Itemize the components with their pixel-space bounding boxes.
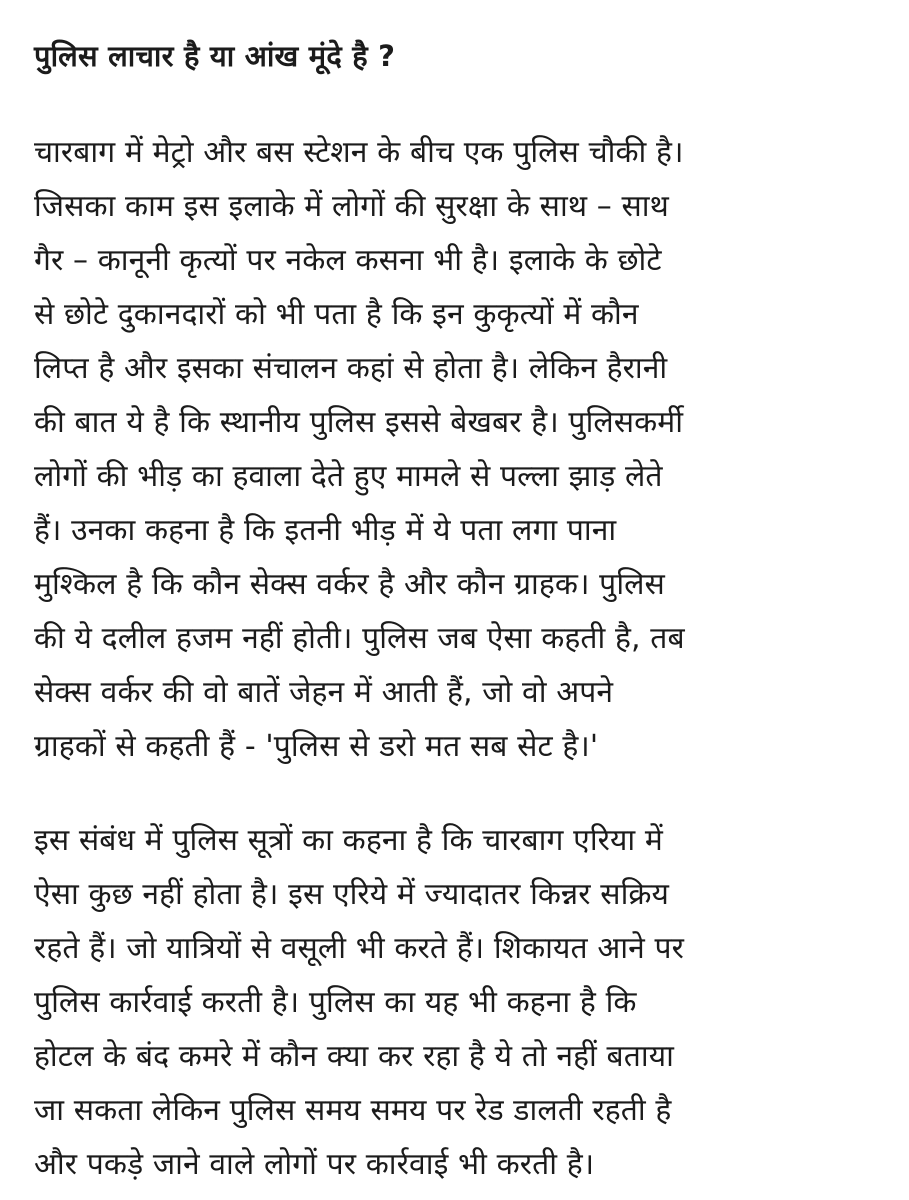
text-line: लोगों की भीड़ का हवाला देते हुए मामले से पल्ला झाड़ लेते	[34, 459, 663, 494]
text-line: ग्राहकों से कहती हैं - 'पुलिस से डरो मत सब सेट है।'	[34, 729, 599, 764]
text-line: की ये दलील हजम नहीं होती। पुलिस जब ऐसा कहती है, तब	[34, 621, 685, 656]
text-line: होटल के बंद कमरे में कौन क्या कर रहा है ये तो नहीं बताया	[34, 1039, 674, 1074]
text-line: मुश्किल है कि कौन सेक्स वर्कर है और कौन ग्राहक। पुलिस	[34, 567, 665, 602]
text-line: सेक्स वर्कर की वो बातें जेहन में आती हैं, जो वो अपने	[34, 675, 614, 710]
text-line: चारबाग में मेट्रो और बस स्टेशन के बीच एक पुलिस चौकी है।	[34, 135, 684, 170]
text-line: की बात ये है कि स्थानीय पुलिस इससे बेखबर है। पुलिसकर्मी	[34, 405, 684, 440]
text-line: और पकड़े जाने वाले लोगों पर कार्रवाई भी करती है।	[34, 1147, 595, 1182]
text-line: जा सकता लेकिन पुलिस समय समय पर रेड डालती रहती है	[34, 1093, 672, 1128]
text-line: ऐसा कुछ नहीं होता है। इस एरिये में ज्यादातर किन्नर सक्रिय	[34, 877, 670, 912]
text-line: हैं। उनका कहना है कि इतनी भीड़ में ये पता लगा पाना	[34, 513, 617, 548]
paragraph-2	[34, 814, 684, 1192]
article-title: पुलिस लाचार है या आंख मूंदे है ?	[34, 39, 396, 73]
text-line: इस संबंध में पुलिस सूत्रों का कहना है कि चारबाग एरिया में	[34, 823, 663, 858]
text-line: रहते हैं। जो यात्रियों से वसूली भी करते हैं। शिकायत आने पर	[34, 931, 685, 966]
text-line: लिप्त है और इसका संचालन कहां से होता है। लेकिन हैरानी	[34, 351, 668, 386]
text-line: गैर – कानूनी कृत्यों पर नकेल कसना भी है। इलाके के छोटे	[34, 243, 662, 278]
text-line: से छोटे दुकानदारों को भी पता है कि इन कुकृत्यों में कौन	[34, 297, 639, 332]
text-line: पुलिस कार्रवाई करती है। पुलिस का यह भी कहना है कि	[34, 985, 637, 1020]
text-line: जिसका काम इस इलाके में लोगों की सुरक्षा के साथ – साथ	[34, 189, 669, 224]
paragraph-1	[34, 126, 685, 774]
